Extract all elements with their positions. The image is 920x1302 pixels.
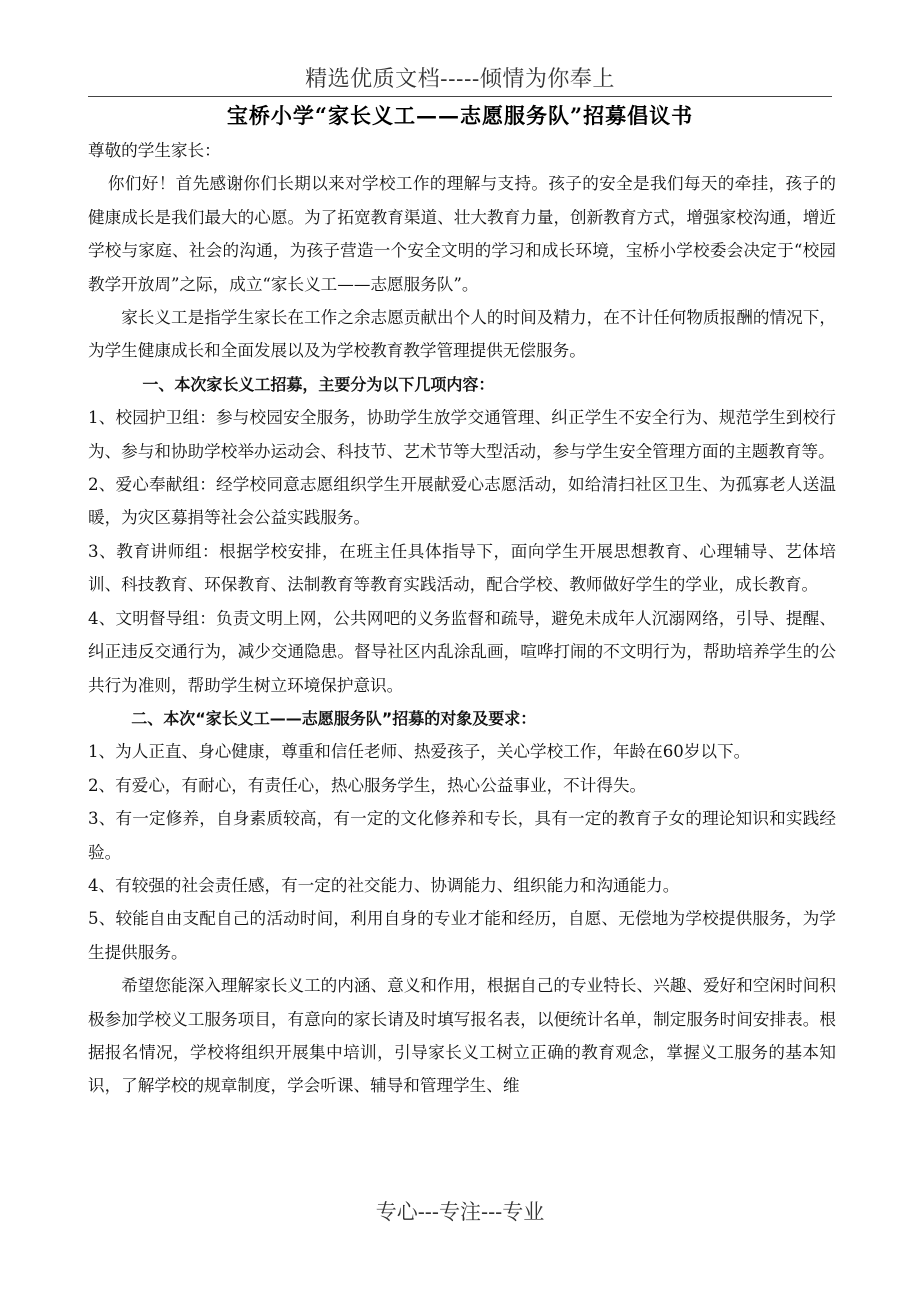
intro-paragraph: 你们好！首先感谢你们长期以来对学校工作的理解与支持。孩子的安全是我们每天的牵挂，孩子的健康成长是我们最大的心愿。为了拓宽教育渠道、壮大教育力量，创新教育方式，增强家校沟通，增近学校与家庭、社会的沟通，为孩子营造一个安全文明的学习和成长环境，宝桥小学校委会决定于“校园教学开放周”之际，成立“家长义工——志愿服务队”。 xyxy=(88,174,836,294)
list-item: 2、爱心奉献组：经学校同意志愿组织学生开展献爱心志愿活动，如给清扫社区卫生、为孤寡老人送温暖，为灾区募捐等社会公益实践服务。 xyxy=(88,475,836,528)
list-item: 4、文明督导组：负责文明上网，公共网吧的义务监督和疏导，避免未成年人沉溺网络，引导、提醒、纠正违反交通行为，减少交通隐患。督导社区内乱涂乱画，喧哗打闹的不文明行为，帮助培养学生的公共行为准则，帮助学生树立环境保护意识。 xyxy=(88,608,836,695)
header-divider xyxy=(88,96,832,97)
closing-paragraph: 希望您能深入理解家长义工的内涵、意义和作用，根据自己的专业特长、兴趣、爱好和空闲时间积极参加学校义工服务项目，有意向的家长请及时填写报名表，以便统计名单，制定服务时间安排表。根据报名情况，学校将组织开展集中培训，引导家长义工树立正确的教育观念，掌握义工服务的基本知识，了解学校的规章制度，学会听课、辅导和管理学生、维 xyxy=(88,976,836,1096)
document-body xyxy=(88,134,836,1103)
document-title: 宝桥小学“家长义工——志愿服务队”招募倡议书 xyxy=(226,103,694,128)
list-item: 3、教育讲师组：根据学校安排，在班主任具体指导下，面向学生开展思想教育、心理辅导、艺体培训、科技教育、环保教育、法制教育等教育实践活动，配合学校、教师做好学生的学业，成长教育。 xyxy=(88,541,836,595)
page-header: 精选优质文档-----倾情为你奉上 xyxy=(305,67,615,92)
list-item: 5、较能自由支配自己的活动时间，利用自身的专业才能和经历，自愿、无偿地为学校提供服务，为学生提供服务。 xyxy=(88,909,836,962)
page-footer: 专心---专注---专业 xyxy=(375,1200,545,1224)
list-item: 1、为人正直、身心健康，尊重和信任老师、热爱孩子，关心学校工作，年龄在60岁以下。 xyxy=(88,742,751,762)
section-heading: 一、本次家长义工招募，主要分为以下几项内容： xyxy=(142,374,495,394)
list-item: 4、有较强的社会责任感，有一定的社交能力、协调能力、组织能力和沟通能力。 xyxy=(88,875,680,895)
list-item: 2、有爱心，有耐心，有责任心，热心服务学生，热心公益事业，不计得失。 xyxy=(88,775,647,795)
salutation: 尊敬的学生家长： xyxy=(88,141,221,160)
section-heading: 二、本次“家长义工——志愿服务队”招募的对象及要求： xyxy=(131,708,537,728)
list-item: 3、有一定修养，自身素质较高，有一定的文化修养和专长，具有一定的教育子女的理论知识和实践经验。 xyxy=(88,809,836,862)
list-item: 1、校园护卫组：参与校园安全服务，协助学生放学交通管理、纠正学生不安全行为、规范学生到校行为、参与和协助学校举办运动会、科技节、艺术节等大型活动，参与学生安全管理方面的主题教育等。 xyxy=(88,408,836,461)
intro-paragraph: 家长义工是指学生家长在工作之余志愿贡献出个人的时间及精力，在不计任何物质报酬的情况下，为学生健康成长和全面发展以及为学校教育教学管理提供无偿服务。 xyxy=(88,308,836,361)
